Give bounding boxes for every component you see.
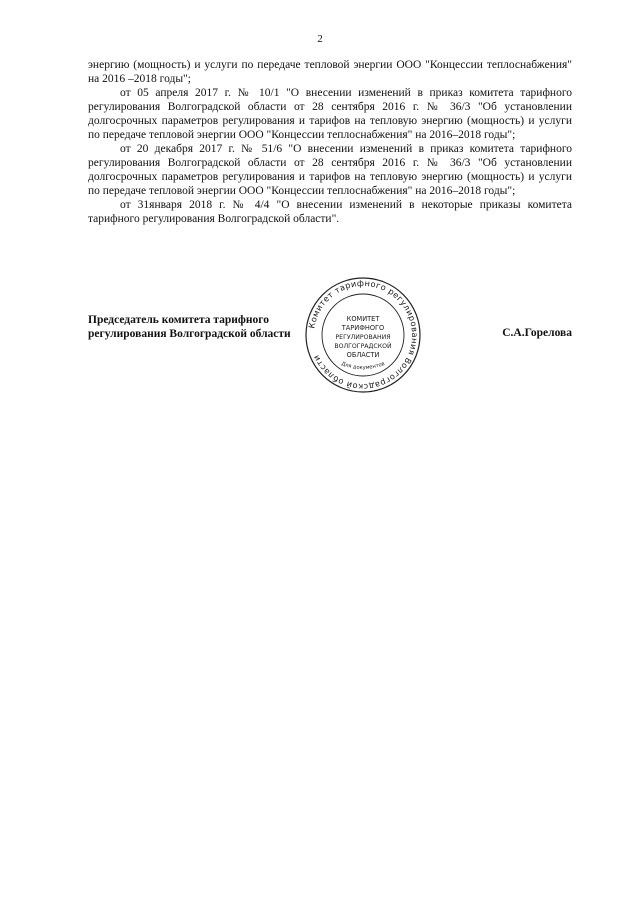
- signer-name: С.А.Горелова: [502, 327, 572, 339]
- seal-center-text: [334, 315, 392, 359]
- paragraph-3: от 20 декабря 2017 г. № 51/6 "О внесении изменений в приказ комитета тарифного регулирования Волгоградской области от 28 сентября 2016 г. № 36/3 "Об установлении долгосрочных параметров регулирования и тарифов на тепловую энергию (мощность) и услуги по передаче тепловой энергии ООО "Концессии теплоснабжения" на 2016–2018 годы";: [88, 143, 572, 197]
- seal-line-1: КОМИТЕТ: [346, 315, 380, 323]
- seal-outer-text: Комитет тарифного регулирования Волгоградской области: [306, 277, 421, 393]
- seal-bottom-text: Для документов: [340, 361, 386, 372]
- signature-title-line-2: регулирования Волгоградской области: [88, 328, 291, 340]
- page-number: 2: [317, 33, 323, 45]
- paragraph-4: от 31января 2018 г. № 4/4 "О внесении изменений в некоторые приказы комитета тарифного регулирования Волгоградской области".: [88, 199, 572, 225]
- seal-line-3: РЕГУЛИРОВАНИЯ: [335, 334, 391, 341]
- seal-line-5: ОБЛАСТИ: [346, 351, 380, 359]
- seal-line-4: ВОЛГОГРАДСКОЙ: [334, 343, 392, 350]
- paragraph-2: от 05 апреля 2017 г. № 10/1 "О внесении изменений в приказ комитета тарифного регулирования Волгоградской области от 28 сентября 2016 г. № 36/3 "Об установлении долгосрочных параметров регулирования и тарифов на тепловую энергию (мощность) и услуги по передаче тепловой энергии ООО "Концессии теплоснабжения" на 2016–2018 годы";: [88, 87, 572, 141]
- signature-title: [88, 313, 291, 341]
- seal-line-2: ТАРИФНОГО: [341, 324, 385, 332]
- official-seal-stamp: [303, 275, 423, 395]
- paragraph-1: энергию (мощность) и услуги по передаче тепловой энергии ООО "Концессии теплоснабжения" на 2016 –2018 годы";: [88, 59, 572, 85]
- document-body: [88, 58, 572, 226]
- signature-title-line-1: Председатель комитета тарифного: [88, 314, 269, 326]
